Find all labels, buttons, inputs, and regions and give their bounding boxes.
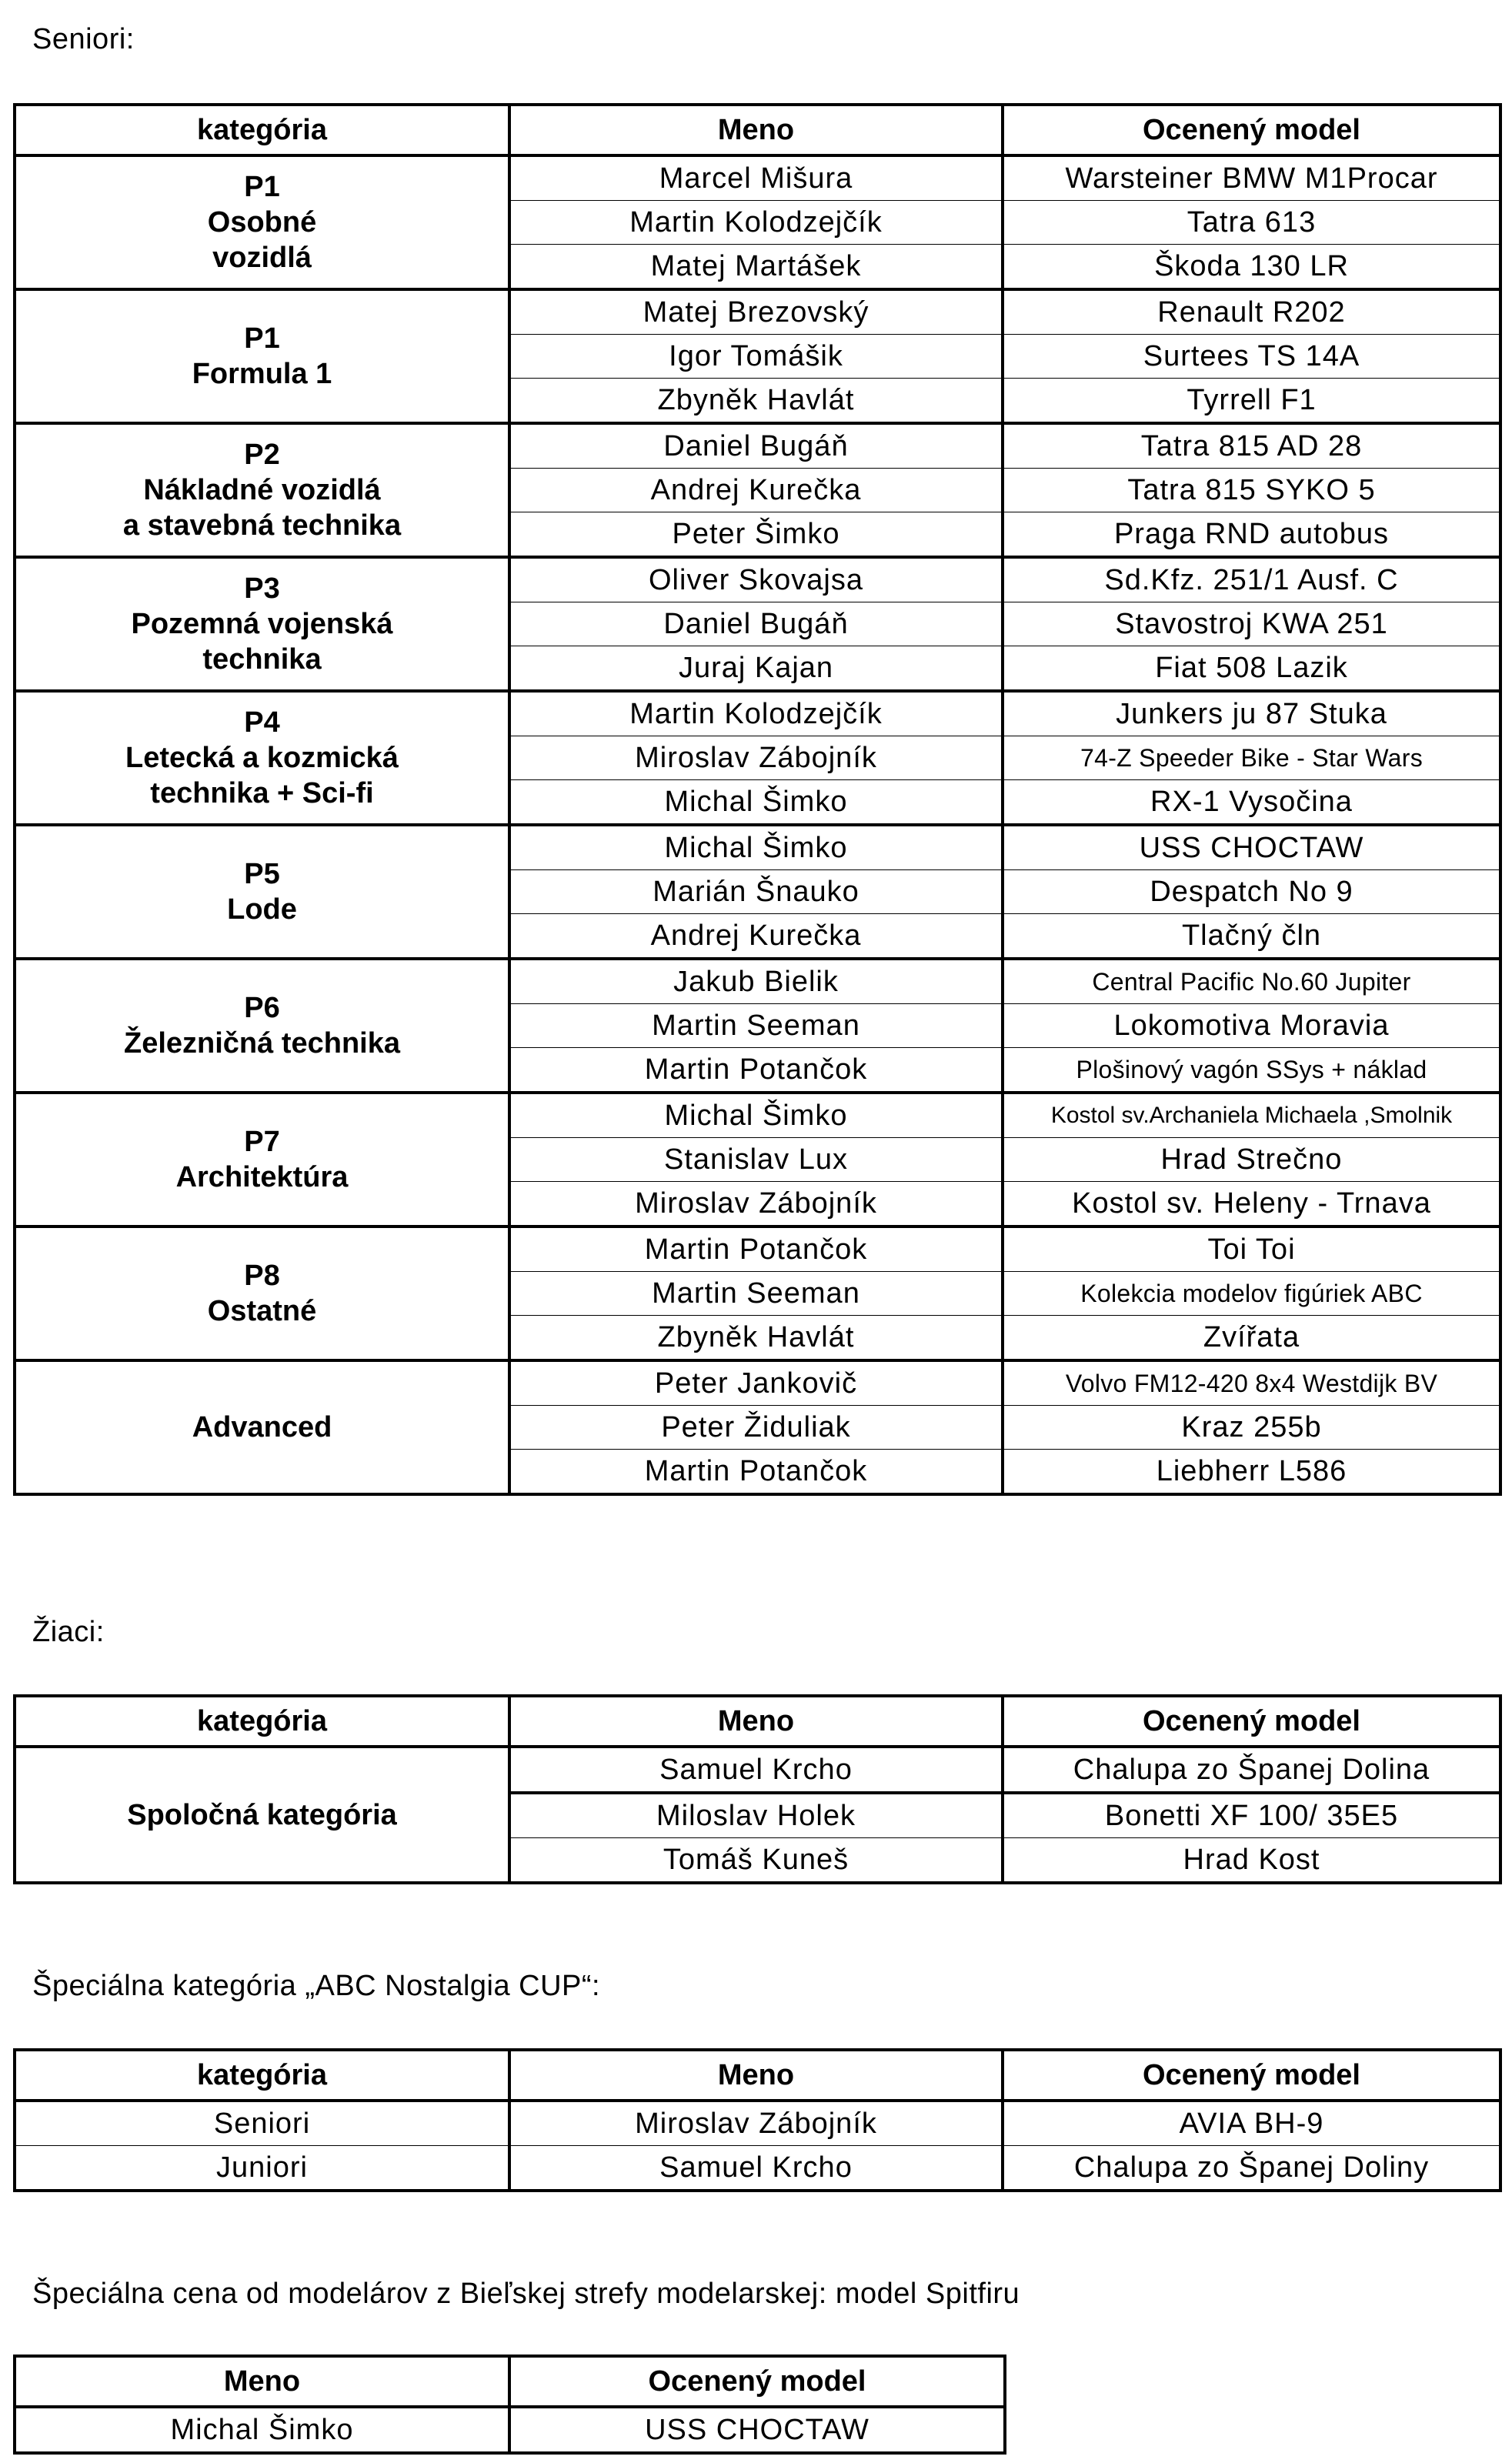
category-cell: Juniori [15,2146,509,2191]
name-cell: Matej Martášek [509,245,1003,290]
category-line: P4 [244,706,280,739]
name-cell: Martin Kolodzejčík [509,691,1003,736]
model-cell: Plošinový vagón SSys + náklad [1003,1048,1500,1093]
name-cell: Michal Šimko [15,2407,509,2453]
category-line: a stavebná technika [122,509,402,542]
header-name: Meno [509,1696,1003,1747]
model-cell: Volvo FM12-420 8x4 Westdijk BV [1003,1360,1500,1406]
model-cell: Tatra 613 [1003,201,1500,245]
model-cell: Central Pacific No.60 Jupiter [1003,959,1500,1004]
category-cell [15,557,509,691]
model-cell: AVIA BH-9 [1003,2101,1500,2146]
header-model: Ocenený model [1003,1696,1500,1747]
header-model: Ocenený model [1003,105,1500,155]
category-line: vozidlá [212,242,312,274]
table-row [15,289,1500,335]
name-cell: Martin Seeman [509,1004,1003,1048]
model-cell: Kraz 255b [1003,1406,1500,1450]
name-cell: Oliver Skovajsa [509,557,1003,602]
category-line: P1 [244,171,280,203]
model-cell: Zvířata [1003,1316,1500,1361]
model-cell: Stavostroj KWA 251 [1003,602,1500,646]
name-cell: Michal Šimko [509,780,1003,826]
table-row [15,825,1500,870]
name-cell: Juraj Kajan [509,646,1003,692]
model-cell: 74-Z Speeder Bike - Star Wars [1003,736,1500,780]
table-row [15,155,1500,201]
category-line: Formula 1 [192,358,332,390]
name-cell: Martin Potančok [509,1226,1003,1272]
name-cell: Andrej Kurečka [509,914,1003,960]
spitfire-header-row [15,2356,1005,2407]
name-cell: Daniel Bugáň [509,602,1003,646]
table-row [15,959,1500,1004]
category-line: P2 [244,439,280,471]
nostalgia-heading: Špeciálna kategória „ABC Nostalgia CUP“: [32,1970,601,2002]
model-cell: Lokomotiva Moravia [1003,1004,1500,1048]
table-row [15,2101,1500,2146]
model-cell: Kostol sv. Heleny - Trnava [1003,1182,1500,1227]
table-row [15,1093,1500,1138]
name-cell: Miroslav Zábojník [509,1182,1003,1227]
name-cell: Peter Jankovič [509,1360,1003,1406]
category-line: Lode [227,893,297,926]
model-cell: Kostol sv.Archaniela Michaela ,Smolnik [1003,1093,1500,1138]
model-cell: Despatch No 9 [1003,870,1500,914]
model-cell: Tyrrell F1 [1003,379,1500,424]
model-cell: Toi Toi [1003,1226,1500,1272]
nostalgia-results-table [13,2048,1502,2192]
name-cell: Michal Šimko [509,825,1003,870]
table-row [15,1226,1500,1272]
header-category: kategória [15,1696,509,1747]
model-cell: Hrad Kost [1003,1838,1500,1884]
category-line: technika + Sci-fi [150,777,374,809]
name-cell: Miroslav Zábojník [509,2101,1003,2146]
name-cell: Martin Potančok [509,1450,1003,1495]
table-row [15,2407,1005,2453]
name-cell: Peter Židuliak [509,1406,1003,1450]
model-cell: Bonetti XF 100/ 35E5 [1003,1793,1500,1838]
category-cell [15,289,509,423]
model-cell: USS CHOCTAW [1003,825,1500,870]
table-row [15,557,1500,602]
category-line: Ostatné [207,1295,317,1327]
name-cell: Samuel Krcho [509,1747,1003,1793]
category-line: Osobné [207,206,317,239]
name-cell: Samuel Krcho [509,2146,1003,2191]
name-cell: Miloslav Holek [509,1793,1003,1838]
category-line: Pozemná vojenská [131,608,393,640]
category-cell [15,691,509,825]
name-cell: Miroslav Zábojník [509,736,1003,780]
name-cell: Martin Kolodzejčík [509,201,1003,245]
model-cell: Renault R202 [1003,289,1500,335]
seniors-heading: Seniori: [32,23,135,55]
category-line: P8 [244,1260,280,1292]
category-line: P6 [244,992,280,1024]
name-cell: Peter Šimko [509,512,1003,558]
name-cell: Marcel Mišura [509,155,1003,201]
category-cell [15,959,509,1093]
header-model: Ocenený model [509,2356,1005,2407]
name-cell: Zbyněk Havlát [509,379,1003,424]
category-line: Advanced [192,1411,332,1443]
seniors-results-table [13,103,1502,1496]
header-name: Meno [509,2050,1003,2101]
table-row [15,1747,1500,1793]
header-category: kategória [15,2050,509,2101]
category-cell [15,1360,509,1494]
model-cell: Tatra 815 SYKO 5 [1003,469,1500,512]
model-cell: Kolekcia modelov figúriek ABC [1003,1272,1500,1316]
name-cell: Jakub Bielik [509,959,1003,1004]
model-cell: Surtees TS 14A [1003,335,1500,379]
category-cell [15,423,509,557]
model-cell: Fiat 508 Lazik [1003,646,1500,692]
name-cell: Matej Brezovský [509,289,1003,335]
model-cell: Chalupa zo Španej Dolina [1003,1747,1500,1793]
name-cell: Marián Šnauko [509,870,1003,914]
category-line: P1 [244,322,280,355]
category-line: P7 [244,1126,280,1158]
model-cell: Hrad Strečno [1003,1138,1500,1182]
pupils-results-table [13,1694,1502,1884]
model-cell: Junkers ju 87 Stuka [1003,691,1500,736]
name-cell: Martin Potančok [509,1048,1003,1093]
model-cell: Tatra 815 AD 28 [1003,423,1500,469]
category-line: Letecká a kozmická [125,742,399,774]
model-cell: Chalupa zo Španej Doliny [1003,2146,1500,2191]
category-line: P5 [244,858,280,890]
model-cell: Warsteiner BMW M1Procar [1003,155,1500,201]
category-line: technika [202,643,322,676]
name-cell: Stanislav Lux [509,1138,1003,1182]
name-cell: Daniel Bugáň [509,423,1003,469]
seniors-header-row [15,105,1500,155]
category-cell: Spoločná kategória [15,1747,509,1883]
pupils-heading: Žiaci: [32,1616,105,1648]
model-cell: RX-1 Vysočina [1003,780,1500,826]
model-cell: Praga RND autobus [1003,512,1500,558]
header-category: kategória [15,105,509,155]
model-cell: USS CHOCTAW [509,2407,1005,2453]
table-row [15,423,1500,469]
header-name: Meno [509,105,1003,155]
nostalgia-header-row [15,2050,1500,2101]
table-row [15,691,1500,736]
name-cell: Andrej Kurečka [509,469,1003,512]
category-cell [15,1093,509,1226]
name-cell: Zbyněk Havlát [509,1316,1003,1361]
spitfire-results-table [13,2355,1006,2455]
category-line: P3 [244,572,280,605]
table-row [15,1360,1500,1406]
model-cell: Škoda 130 LR [1003,245,1500,290]
name-cell: Michal Šimko [509,1093,1003,1138]
category-line: Nákladné vozidlá [143,474,381,506]
pupils-header-row [15,1696,1500,1747]
header-name: Meno [15,2356,509,2407]
name-cell: Igor Tomášik [509,335,1003,379]
category-line: Architektúra [175,1161,349,1193]
category-cell [15,155,509,289]
category-line: Železničná technika [123,1027,400,1060]
spitfire-heading: Špeciálna cena od modelárov z Bieľskej strefy modelarskej: model Spitfiru [32,2278,1020,2310]
header-model: Ocenený model [1003,2050,1500,2101]
name-cell: Martin Seeman [509,1272,1003,1316]
category-cell [15,1226,509,1360]
model-cell: Tlačný čln [1003,914,1500,960]
table-row [15,2146,1500,2191]
category-cell [15,825,509,959]
category-cell: Seniori [15,2101,509,2146]
name-cell: Tomáš Kuneš [509,1838,1003,1884]
model-cell: Sd.Kfz. 251/1 Ausf. C [1003,557,1500,602]
model-cell: Liebherr L586 [1003,1450,1500,1495]
